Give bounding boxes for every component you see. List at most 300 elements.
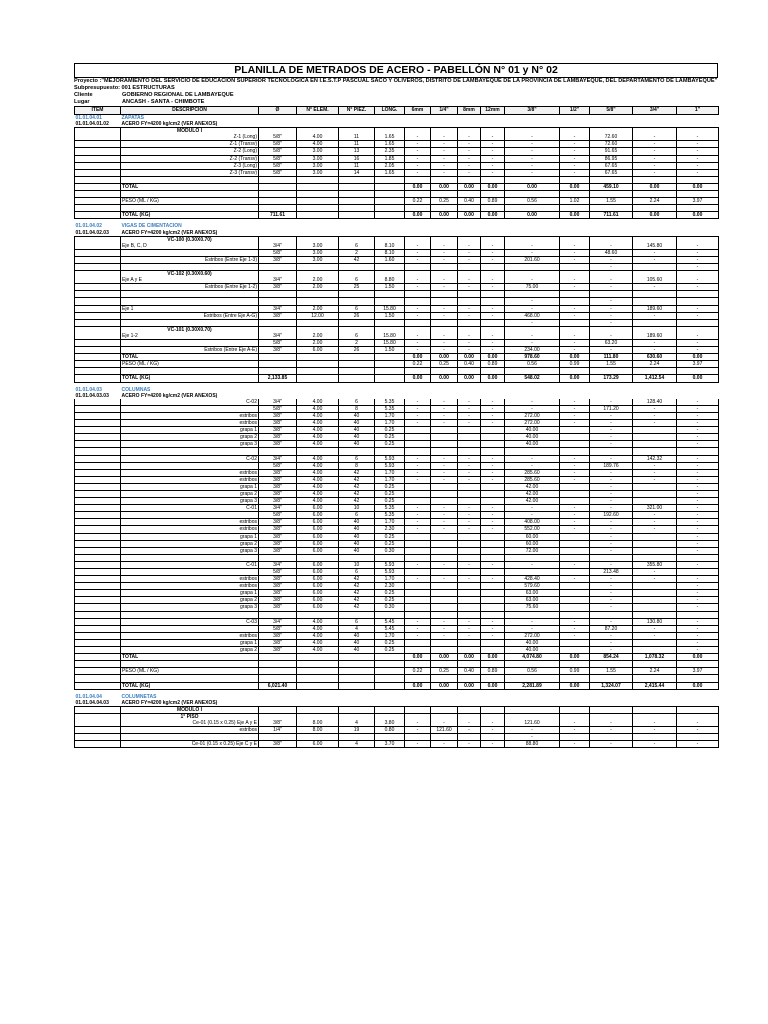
value-cell [560, 734, 590, 741]
value-cell [259, 734, 297, 741]
column-header-row [75, 107, 719, 115]
value-cell: 8.80 [375, 277, 405, 284]
value-cell: - [633, 476, 677, 483]
value-cell: 3/8" [259, 483, 297, 490]
value-cell: 0.00 [458, 183, 481, 190]
value-cell: 0.00 [458, 354, 481, 361]
description-cell: estribos [121, 727, 259, 734]
value-cell: - [431, 512, 458, 519]
cell [633, 271, 677, 278]
value-cell: 0.22 [405, 198, 431, 205]
value-cell: 67.65 [590, 169, 633, 176]
value-cell [297, 668, 339, 675]
item-cell [75, 590, 121, 597]
item-cell [75, 682, 121, 689]
value-cell: 1.65 [375, 134, 405, 141]
client-value: GOBIERNO REGIONAL DE LAMBAYEQUE [122, 92, 234, 98]
value-cell: - [458, 512, 481, 519]
value-cell [560, 597, 590, 604]
project-label: Proyecto : [74, 78, 102, 84]
value-cell [431, 176, 458, 183]
value-cell: 6.00 [297, 583, 339, 590]
value-cell: 3/4" [259, 618, 297, 625]
value-cell [259, 198, 297, 205]
value-cell: - [505, 148, 560, 155]
table-row [75, 183, 719, 190]
value-cell: - [677, 476, 719, 483]
value-cell: - [458, 243, 481, 250]
item-cell [75, 533, 121, 540]
value-cell [375, 212, 405, 219]
value-cell: 355.80 [633, 561, 677, 568]
value-cell [677, 368, 719, 375]
value-cell [560, 490, 590, 497]
value-cell: 4.00 [297, 399, 339, 406]
cell [259, 326, 297, 333]
value-cell: 0.80 [375, 727, 405, 734]
description-cell: PESO (ML / KG) [121, 668, 259, 675]
table-row [75, 682, 719, 689]
value-cell: - [590, 547, 633, 554]
value-cell [405, 583, 431, 590]
value-cell [405, 490, 431, 497]
value-cell: 10 [339, 505, 375, 512]
value-cell [375, 298, 405, 305]
item-cell [75, 169, 121, 176]
value-cell: - [505, 625, 560, 632]
value-cell: - [431, 312, 458, 319]
value-cell: - [431, 469, 458, 476]
value-cell: - [590, 427, 633, 434]
value-cell: - [481, 340, 505, 347]
table-row [75, 434, 719, 441]
value-cell: 2.00 [297, 333, 339, 340]
table-row [75, 155, 719, 162]
cell [481, 713, 505, 720]
value-cell: - [677, 340, 719, 347]
value-cell: - [458, 519, 481, 526]
item-code [75, 128, 121, 135]
value-cell [431, 319, 458, 326]
value-cell: - [405, 340, 431, 347]
item-cell [75, 312, 121, 319]
value-cell: 0.30 [375, 547, 405, 554]
value-cell: 11 [339, 141, 375, 148]
value-cell: 0.00 [431, 183, 458, 190]
value-cell: 5/8" [259, 462, 297, 469]
cell [259, 271, 297, 278]
value-cell [560, 590, 590, 597]
item-description: ACERO FY=4200 kg/cm2 (VER ANEXOS) [121, 699, 218, 706]
value-cell: - [481, 333, 505, 340]
table-row [75, 249, 719, 256]
value-cell: - [481, 312, 505, 319]
value-cell: 711.61 [590, 212, 633, 219]
table-row [75, 243, 719, 250]
value-cell [633, 368, 677, 375]
value-cell [375, 554, 405, 561]
value-cell [505, 176, 560, 183]
value-cell: 0.00 [560, 354, 590, 361]
value-cell: 3/8" [259, 312, 297, 319]
cell [505, 236, 560, 243]
value-cell: - [677, 155, 719, 162]
table-row [75, 547, 719, 554]
item-cell [75, 540, 121, 547]
value-cell: 3.00 [297, 162, 339, 169]
value-cell: 3.70 [375, 741, 405, 748]
value-cell: 40 [339, 526, 375, 533]
value-cell: - [590, 441, 633, 448]
value-cell [481, 604, 505, 611]
value-cell: 0.25 [375, 590, 405, 597]
value-cell [431, 263, 458, 270]
value-cell: 189.60 [633, 333, 677, 340]
value-cell [560, 540, 590, 547]
value-cell [590, 176, 633, 183]
value-cell [481, 434, 505, 441]
value-cell: 1.50 [375, 284, 405, 291]
value-cell: - [431, 141, 458, 148]
table-row [75, 554, 719, 561]
description-cell: grapa 1 [121, 639, 259, 646]
value-cell: - [677, 632, 719, 639]
value-cell [375, 183, 405, 190]
value-cell: - [590, 277, 633, 284]
description-cell: Z-2 (Transv) [121, 155, 259, 162]
item-cell [75, 476, 121, 483]
cell [481, 326, 505, 333]
value-cell [259, 298, 297, 305]
value-cell [505, 448, 560, 455]
value-cell: 0.00 [677, 682, 719, 689]
value-cell: 630.60 [633, 354, 677, 361]
value-cell [259, 448, 297, 455]
cell [297, 271, 339, 278]
value-cell: 4.00 [297, 483, 339, 490]
table-row [75, 469, 719, 476]
value-cell: 3/8" [259, 741, 297, 748]
value-cell: 42.00 [505, 498, 560, 505]
metrados-table [74, 106, 719, 748]
value-cell [458, 448, 481, 455]
table-row [75, 654, 719, 661]
value-cell: - [405, 141, 431, 148]
value-cell: - [677, 333, 719, 340]
value-cell [259, 263, 297, 270]
value-cell: - [481, 412, 505, 419]
description-cell: TOTAL (KG) [121, 682, 259, 689]
cell [677, 706, 719, 713]
value-cell: - [458, 256, 481, 263]
item-cell [75, 256, 121, 263]
value-cell: 6.00 [297, 597, 339, 604]
item-cell [75, 469, 121, 476]
value-cell: 6.00 [297, 540, 339, 547]
value-cell: 0.00 [431, 682, 458, 689]
value-cell: - [481, 625, 505, 632]
value-cell: - [560, 256, 590, 263]
value-cell: - [677, 441, 719, 448]
value-cell [633, 498, 677, 505]
value-cell: 40.00 [505, 639, 560, 646]
value-cell [633, 597, 677, 604]
cell [259, 706, 297, 713]
value-cell: - [590, 243, 633, 250]
description-cell: Eje 1-2 [121, 333, 259, 340]
value-cell: 1.70 [375, 519, 405, 526]
value-cell [297, 654, 339, 661]
value-cell: - [633, 526, 677, 533]
value-cell: - [505, 512, 560, 519]
table-row [75, 720, 719, 727]
cell [431, 713, 458, 720]
cell [458, 128, 481, 135]
value-cell [405, 734, 431, 741]
value-cell [375, 354, 405, 361]
description-cell [121, 368, 259, 375]
item-cell [75, 405, 121, 412]
value-cell [259, 661, 297, 668]
client-line [74, 92, 718, 99]
cell [431, 326, 458, 333]
value-cell: 42 [339, 590, 375, 597]
item-cell [75, 305, 121, 312]
value-cell: 13 [339, 148, 375, 155]
value-cell: - [560, 340, 590, 347]
value-cell: 40 [339, 632, 375, 639]
value-cell: 4 [339, 720, 375, 727]
value-cell [560, 483, 590, 490]
value-cell: - [560, 347, 590, 354]
item-cell [75, 277, 121, 284]
value-cell [339, 354, 375, 361]
value-cell [431, 498, 458, 505]
value-cell: - [505, 155, 560, 162]
value-cell: 11 [339, 134, 375, 141]
value-cell: - [677, 625, 719, 632]
value-cell: 0.00 [633, 212, 677, 219]
value-cell: 42 [339, 469, 375, 476]
value-cell: 121.60 [505, 720, 560, 727]
item-cell [75, 375, 121, 382]
cell [481, 128, 505, 135]
value-cell: 111.80 [590, 354, 633, 361]
value-cell [405, 675, 431, 682]
cell [375, 271, 405, 278]
value-cell: - [633, 155, 677, 162]
value-cell [375, 448, 405, 455]
table-row [75, 291, 719, 298]
cell [431, 236, 458, 243]
value-cell: - [505, 734, 560, 741]
value-cell: 0.00 [405, 212, 431, 219]
cell [458, 326, 481, 333]
value-cell: 459.10 [590, 183, 633, 190]
cell [405, 706, 431, 713]
value-cell [481, 611, 505, 618]
value-cell [297, 183, 339, 190]
table-row [75, 647, 719, 654]
cell [405, 271, 431, 278]
cell [375, 128, 405, 135]
value-cell: 16 [339, 155, 375, 162]
value-cell [339, 176, 375, 183]
value-cell: - [431, 632, 458, 639]
table-row [75, 284, 719, 291]
value-cell: - [560, 277, 590, 284]
value-cell: 0.89 [481, 361, 505, 368]
description-cell: estribos [121, 420, 259, 427]
value-cell: - [677, 597, 719, 604]
value-cell: - [677, 540, 719, 547]
value-cell: - [677, 134, 719, 141]
cell [560, 326, 590, 333]
column-header: 1/2" [560, 107, 590, 115]
value-cell: - [481, 277, 505, 284]
value-cell: 5.45 [375, 625, 405, 632]
value-cell: 1.70 [375, 420, 405, 427]
value-cell: - [633, 576, 677, 583]
value-cell: 26 [339, 312, 375, 319]
value-cell: 0.00 [431, 212, 458, 219]
table-row [75, 611, 719, 618]
value-cell: 428.40 [505, 576, 560, 583]
value-cell [560, 611, 590, 618]
value-cell: - [431, 249, 458, 256]
value-cell [339, 368, 375, 375]
module-label: VC-100 (0.30X0.70) [121, 236, 259, 243]
project-name: "MEJORAMIENTO DEL SERVICIO DE EDUCACIÓN SUPERIOR TECNOLÓGICA EN I.E.S.T.P PASCUAL SACO Y OLIVEROS, DISTRITO DE LAMBAYEQUE DE LA PROVINCIA DE LAMBAYEQUE, DEL DEPARTAMENTO DE LAMBAYEQUE" [101, 78, 718, 84]
value-cell: 0.00 [560, 682, 590, 689]
value-cell: 2.24 [633, 361, 677, 368]
table-row [75, 134, 719, 141]
table-row [75, 319, 719, 326]
value-cell [375, 361, 405, 368]
value-cell: - [431, 340, 458, 347]
value-cell: - [481, 162, 505, 169]
value-cell: - [505, 162, 560, 169]
value-cell: - [505, 462, 560, 469]
value-cell: - [677, 647, 719, 654]
value-cell: 3/8" [259, 490, 297, 497]
item-description: ACERO FY=4200 kg/cm2 (VER ANEXOS) [121, 229, 218, 236]
description-cell: grapa 2 [121, 540, 259, 547]
value-cell: 0.25 [375, 498, 405, 505]
table-row [75, 519, 719, 526]
cell [590, 326, 633, 333]
item-cell [75, 741, 121, 748]
value-cell: 192.60 [590, 512, 633, 519]
value-cell [505, 569, 560, 576]
value-cell [297, 291, 339, 298]
item-cell [75, 340, 121, 347]
item-code: 01.01.04.02.03 [75, 229, 109, 236]
cell [431, 706, 458, 713]
value-cell: 3/4" [259, 561, 297, 568]
item-cell [75, 155, 121, 162]
value-cell [405, 191, 431, 198]
value-cell: 5.35 [375, 399, 405, 406]
value-cell: - [633, 420, 677, 427]
description-cell [121, 249, 259, 256]
value-cell [339, 611, 375, 618]
value-cell: - [590, 533, 633, 540]
cell [431, 271, 458, 278]
column-header: 6mm [405, 107, 431, 115]
value-cell: 60.00 [505, 533, 560, 540]
value-cell: 1.50 [375, 347, 405, 354]
value-cell: - [590, 420, 633, 427]
item-code: 01.01.04.01 [75, 115, 102, 121]
description-cell [121, 448, 259, 455]
value-cell: - [560, 169, 590, 176]
item-cell [75, 263, 121, 270]
value-cell: - [405, 249, 431, 256]
value-cell: 72.60 [590, 141, 633, 148]
value-cell [259, 176, 297, 183]
value-cell: - [560, 561, 590, 568]
cell [431, 128, 458, 135]
item-cell [75, 205, 121, 212]
value-cell [560, 298, 590, 305]
value-cell [431, 434, 458, 441]
value-cell [481, 734, 505, 741]
value-cell: 6.00 [297, 576, 339, 583]
value-cell [633, 590, 677, 597]
value-cell: - [405, 420, 431, 427]
cell [339, 713, 375, 720]
table-row [75, 176, 719, 183]
value-cell [405, 176, 431, 183]
value-cell: 3/8" [259, 583, 297, 590]
column-header: 3/8" [505, 107, 560, 115]
value-cell: - [633, 469, 677, 476]
description-cell: Eje B, C, D [121, 243, 259, 250]
description-cell: Z-1 (Transv) [121, 141, 259, 148]
value-cell [481, 498, 505, 505]
item-cell [75, 597, 121, 604]
value-cell: 2 [339, 340, 375, 347]
value-cell: - [590, 284, 633, 291]
table-row [75, 169, 719, 176]
value-cell [405, 547, 431, 554]
value-cell: - [590, 597, 633, 604]
value-cell: 2.30 [375, 583, 405, 590]
value-cell: 6.00 [297, 741, 339, 748]
value-cell [297, 734, 339, 741]
value-cell: 5/8" [259, 512, 297, 519]
value-cell [633, 490, 677, 497]
value-cell: - [458, 277, 481, 284]
table-row [75, 590, 719, 597]
value-cell: - [677, 148, 719, 155]
value-cell: 4.00 [297, 420, 339, 427]
value-cell: - [481, 134, 505, 141]
value-cell [505, 554, 560, 561]
cell [458, 236, 481, 243]
table-row [75, 583, 719, 590]
table-row [75, 576, 719, 583]
table-row [75, 618, 719, 625]
value-cell: 4.00 [297, 412, 339, 419]
value-cell: - [431, 720, 458, 727]
value-cell: 3/8" [259, 540, 297, 547]
value-cell [431, 205, 458, 212]
description-cell: TOTAL [121, 654, 259, 661]
description-cell: estribos [121, 412, 259, 419]
description-cell: Estribos (Entre Eje 1-3) [121, 256, 259, 263]
